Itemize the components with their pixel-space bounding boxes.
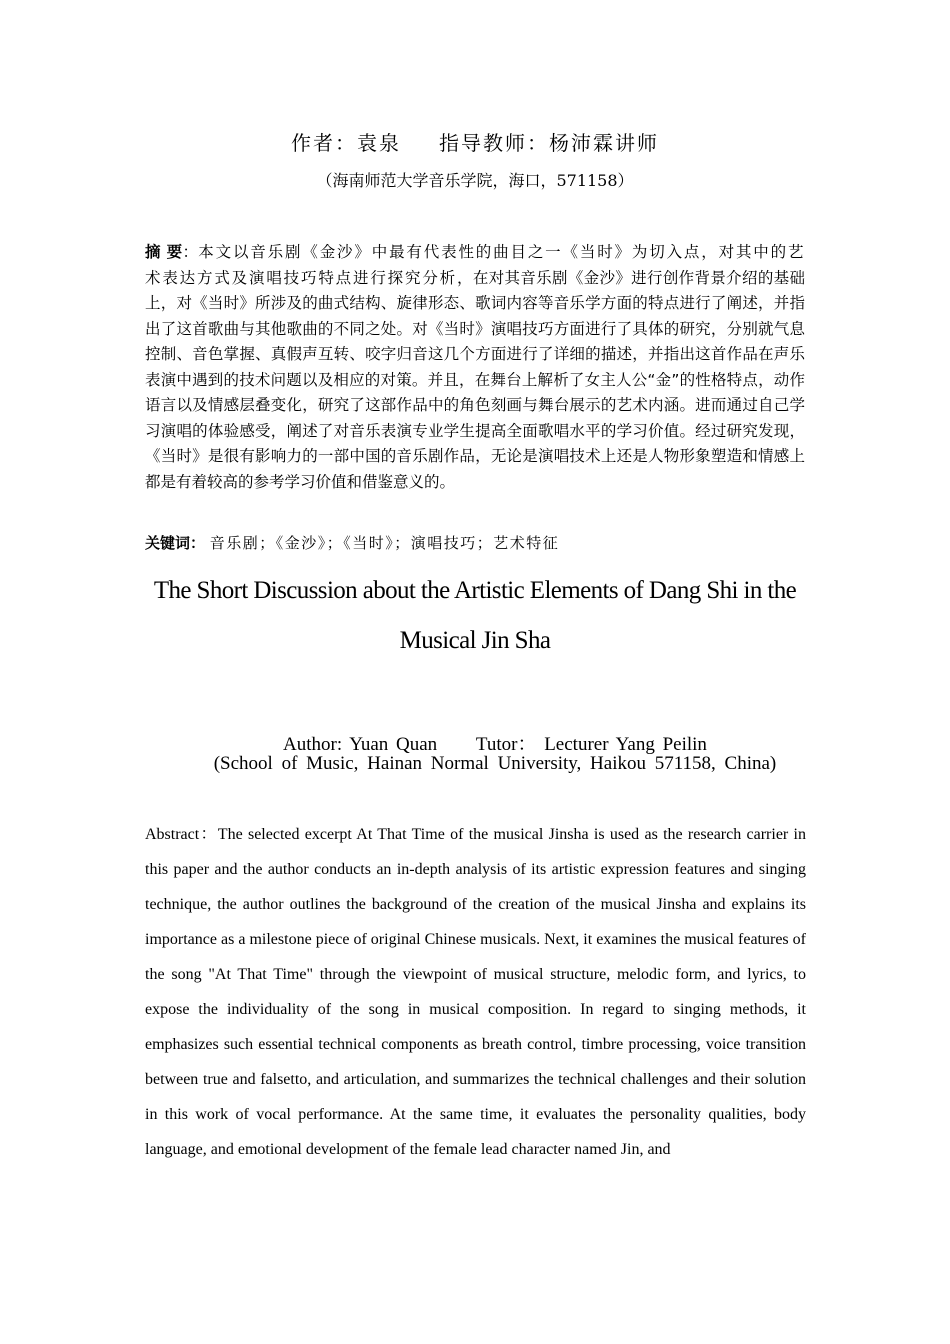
- chinese-abstract-label: 摘 要: [145, 243, 183, 261]
- english-abstract-label: Abstract：: [145, 826, 218, 843]
- chinese-abstract: [145, 240, 805, 495]
- chinese-tutor: 指导教师：杨沛霖讲师: [439, 131, 659, 155]
- chinese-author: 作者：袁泉: [291, 131, 401, 155]
- chinese-abstract-lead: 本文以音乐剧《金沙》中最有代表性的曲目之一《当时》为切入点，对其中的艺术表达方式及演唱技巧特点进行探究分析: [145, 243, 805, 287]
- chinese-abstract-body: ，在对其音乐剧《金沙》进行创作背景介绍的基础上，对《当时》所涉及的曲式结构、旋律形态、歌词内容等音乐学方面的特点进行了阐述，并指出了这首歌曲与其他歌曲的不同之处。对《当时》演唱技巧方面进行了具体的研究，分别就气息控制、音色掌握、真假声互转、咬字归音这几个方面进行了详细的描述，并指出这首作品在声乐表演中遇到的技术问题以及相应的对策。并且，在舞台上解析了女主人公“金”的性格特点，动作语言以及情感层叠变化，研究了这部作品中的角色刻画与舞台展示的艺术内涵。进而通过自己学习演唱的体验感受，阐述了对音乐表演专业学生提高全面歌唱水平的学习价值。经过研究发现，《当时》是很有影响力的一部中国的音乐剧作品，无论是演唱技术上还是人物形象塑造和情感上都是有着较高的参考学习价值和借鉴意义的。: [145, 268, 805, 491]
- english-author: Author: Yuan Quan: [283, 734, 438, 755]
- english-abstract-body: The selected excerpt At That Time of the musical Jinsha is used as the research carrier in this paper and the author conducts an in-depth analysis of its artistic expression features and singing technique, the author outlines the background of the creation of the musical Jinsha and explains its importance as a milestone piece of original Chinese musicals. Next, it examines the musical features of the song "At That Time" through the viewpoint of musical structure, melodic form, and lyrics, to expose the individuality of the song in musical composition. In regard to singing methods, it emphasizes such essential technical components as breath control, timbre processing, voice transition between true and falsetto, and articulation, and summarizes the technical challenges and their solution in this work of vocal performance. At the same time, it evaluates the personality qualities, body language, and emotional development of the female lead character named Jin, and: [145, 826, 806, 1158]
- chinese-keywords-label: 关键词：: [145, 534, 206, 552]
- chinese-author-line: [0, 127, 950, 156]
- english-affiliation: (School of Music, Hainan Normal University, Haikou 571158, China): [213, 753, 777, 774]
- chinese-abstract-separator: ：: [182, 243, 199, 261]
- chinese-keywords: [145, 532, 805, 553]
- english-title: The Short Discussion about the Artistic Elements of Dang Shi in the Musical Jin Sha: [153, 577, 797, 654]
- chinese-keywords-list: 音乐剧；《金沙》；《当时》；演唱技巧；艺术特征: [209, 534, 560, 552]
- english-author-line: [0, 729, 950, 756]
- chinese-affiliation: （海南师范大学音乐学院，海口，571158）: [316, 171, 634, 190]
- english-abstract: [145, 817, 806, 1167]
- english-tutor: Tutor： Lecturer Yang Peilin: [475, 734, 707, 755]
